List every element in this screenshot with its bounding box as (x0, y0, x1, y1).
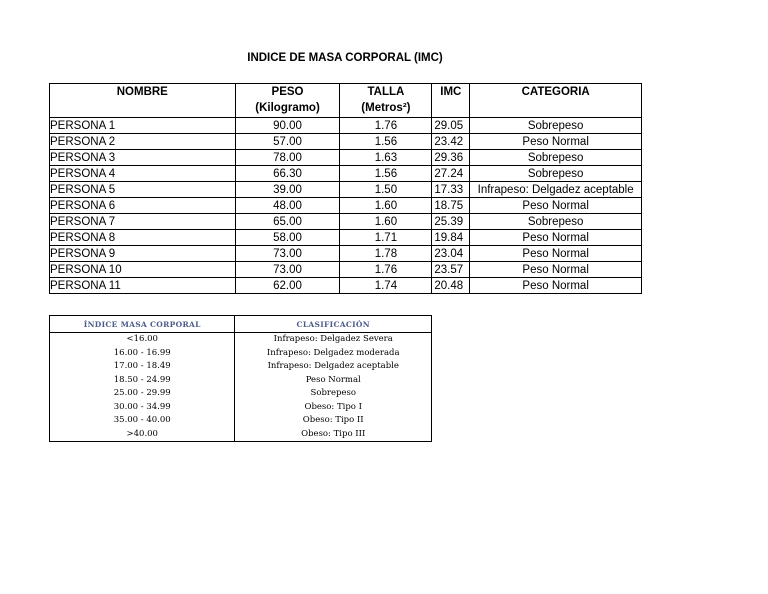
header-imc-sub (432, 101, 470, 118)
header-nombre: NOMBRE (50, 84, 236, 102)
cell-imc: 17.33 (432, 182, 470, 198)
cell-peso: 39.00 (235, 182, 340, 198)
cell-talla: 1.78 (340, 246, 432, 262)
table-row (50, 360, 432, 374)
cell-clasificacion: Peso Normal (235, 374, 432, 388)
cell-peso: 65.00 (235, 214, 340, 230)
cell-talla: 1.76 (340, 262, 432, 278)
table-row (50, 428, 432, 442)
table-row (50, 166, 642, 182)
cell-clasificacion: Obeso: Tipo III (235, 428, 432, 442)
cell-nombre: PERSONA 5 (50, 182, 236, 198)
cell-nombre: PERSONA 1 (50, 118, 236, 134)
cell-talla: 1.63 (340, 150, 432, 166)
cell-talla: 1.60 (340, 214, 432, 230)
table-row (50, 214, 642, 230)
cell-imc: 23.04 (432, 246, 470, 262)
cell-imc: 23.42 (432, 134, 470, 150)
cell-peso: 48.00 (235, 198, 340, 214)
header-peso-unit: (Kilogramo) (235, 101, 340, 118)
cell-talla: 1.60 (340, 198, 432, 214)
classification-table-body (50, 333, 432, 442)
cell-peso: 73.00 (235, 246, 340, 262)
cell-clasificacion: Infrapeso: Delgadez Severa (235, 333, 432, 347)
cell-rango: 18.50 - 24.99 (50, 374, 235, 388)
table-row (50, 401, 432, 415)
cell-nombre: PERSONA 7 (50, 214, 236, 230)
imc-table (49, 83, 642, 294)
page-title: INDICE DE MASA CORPORAL (IMC) (247, 52, 443, 64)
cell-imc: 19.84 (432, 230, 470, 246)
cell-categoria: Sobrepeso (470, 118, 642, 134)
cell-categoria: Sobrepeso (470, 214, 642, 230)
table-row (50, 347, 432, 361)
cell-talla: 1.74 (340, 278, 432, 294)
cell-rango: 30.00 - 34.99 (50, 401, 235, 415)
cell-categoria: Peso Normal (470, 262, 642, 278)
header-categoria: CATEGORIA (470, 84, 642, 102)
cell-rango: 17.00 - 18.49 (50, 360, 235, 374)
cell-peso: 66.30 (235, 166, 340, 182)
header-categoria-sub (470, 101, 642, 118)
table-row (50, 182, 642, 198)
cell-clasificacion: Sobrepeso (235, 387, 432, 401)
header-indice: ÍNDICE MASA CORPORAL (50, 316, 235, 333)
classification-table (49, 315, 432, 442)
table-row (50, 414, 432, 428)
cell-categoria: Peso Normal (470, 278, 642, 294)
cell-talla: 1.56 (340, 166, 432, 182)
cell-talla: 1.76 (340, 118, 432, 134)
cell-rango: 35.00 - 40.00 (50, 414, 235, 428)
table-row (50, 198, 642, 214)
cell-peso: 58.00 (235, 230, 340, 246)
header-clasificacion: CLASIFICACIÓN (235, 316, 432, 333)
cell-nombre: PERSONA 6 (50, 198, 236, 214)
cell-nombre: PERSONA 10 (50, 262, 236, 278)
table-row (50, 246, 642, 262)
cell-imc: 23.57 (432, 262, 470, 278)
table-row (50, 374, 432, 388)
cell-imc: 18.75 (432, 198, 470, 214)
table-row (50, 262, 642, 278)
imc-table-body (50, 118, 642, 294)
table-row (50, 150, 642, 166)
cell-categoria: Sobrepeso (470, 166, 642, 182)
cell-categoria: Peso Normal (470, 246, 642, 262)
cell-categoria: Peso Normal (470, 134, 642, 150)
cell-imc: 25.39 (432, 214, 470, 230)
cell-nombre: PERSONA 9 (50, 246, 236, 262)
cell-clasificacion: Obeso: Tipo II (235, 414, 432, 428)
cell-nombre: PERSONA 8 (50, 230, 236, 246)
cell-talla: 1.50 (340, 182, 432, 198)
cell-categoria: Peso Normal (470, 230, 642, 246)
table-row (50, 387, 432, 401)
header-peso: PESO (235, 84, 340, 102)
cell-peso: 57.00 (235, 134, 340, 150)
cell-rango: 25.00 - 29.99 (50, 387, 235, 401)
cell-categoria: Sobrepeso (470, 150, 642, 166)
cell-rango: >40.00 (50, 428, 235, 442)
cell-nombre: PERSONA 11 (50, 278, 236, 294)
cell-rango: <16.00 (50, 333, 235, 347)
cell-talla: 1.71 (340, 230, 432, 246)
cell-nombre: PERSONA 4 (50, 166, 236, 182)
cell-clasificacion: Infrapeso: Delgadez moderada (235, 347, 432, 361)
header-nombre-sub (50, 101, 236, 118)
cell-imc: 20.48 (432, 278, 470, 294)
table-row (50, 230, 642, 246)
cell-nombre: PERSONA 3 (50, 150, 236, 166)
cell-categoria: Infrapeso: Delgadez aceptable (470, 182, 642, 198)
cell-rango: 16.00 - 16.99 (50, 347, 235, 361)
cell-nombre: PERSONA 2 (50, 134, 236, 150)
cell-peso: 78.00 (235, 150, 340, 166)
cell-talla: 1.56 (340, 134, 432, 150)
table-row (50, 278, 642, 294)
table-row (50, 118, 642, 134)
cell-imc: 27.24 (432, 166, 470, 182)
header-imc: IMC (432, 84, 470, 102)
cell-categoria: Peso Normal (470, 198, 642, 214)
cell-clasificacion: Infrapeso: Delgadez aceptable (235, 360, 432, 374)
cell-peso: 62.00 (235, 278, 340, 294)
table-row (50, 333, 432, 347)
cell-imc: 29.05 (432, 118, 470, 134)
cell-clasificacion: Obeso: Tipo I (235, 401, 432, 415)
table-row (50, 134, 642, 150)
cell-peso: 90.00 (235, 118, 340, 134)
cell-imc: 29.36 (432, 150, 470, 166)
header-talla-unit: (Metros²) (340, 101, 432, 118)
header-talla: TALLA (340, 84, 432, 102)
cell-peso: 73.00 (235, 262, 340, 278)
